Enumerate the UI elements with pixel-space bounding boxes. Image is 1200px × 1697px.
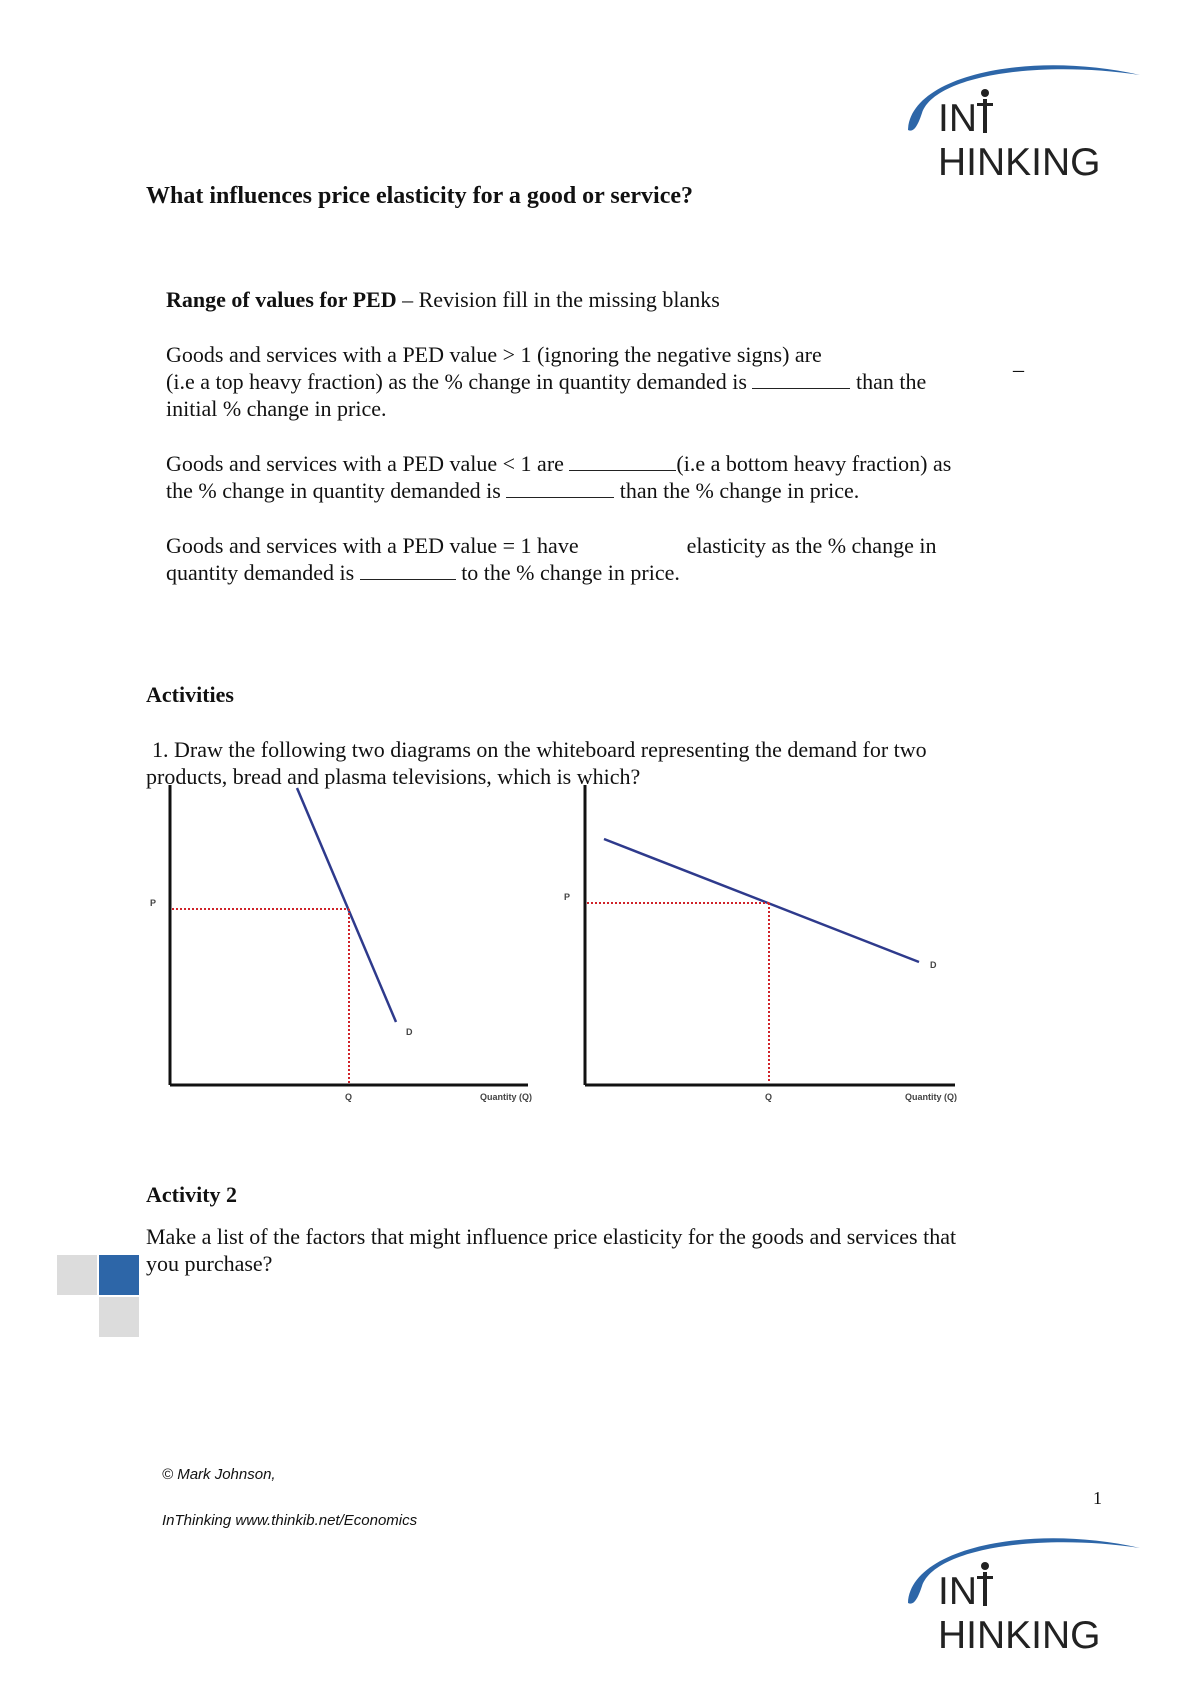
demand-curve [604,839,919,962]
revision-heading [166,286,720,313]
revision-paragraph-2: Goods and services with a PED value < 1 are (i.e a bottom heavy fraction) as the % change in quantity demanded is than the % change in price. [166,451,952,503]
q-label: Q [345,1092,353,1102]
q-label: Q [765,1092,773,1102]
header-logo: IN HINKING [890,55,1140,150]
footer-logo: IN HINKING [890,1528,1140,1623]
footer-copyright: © Mark Johnson, [162,1466,276,1483]
logo-figure-icon [977,95,991,131]
revision-paragraph-1: Goods and services with a PED value > 1 (ignoring the negative signs) are (i.e a top heavy fraction) as the % change in quantity demanded is than the initial % change in price. [166,342,927,421]
demand-curve [297,788,396,1022]
demand-diagram-flat [555,785,975,1105]
activities-heading: Activities [146,682,234,707]
blank-field[interactable] [360,559,456,580]
blank-field[interactable] [752,368,850,389]
x-axis-label: Quantity (Q) [905,1092,957,1102]
p-label: P [150,898,157,908]
page-number: 1 [1093,1488,1102,1508]
x-axis-label: Quantity (Q) [480,1092,532,1102]
revision-paragraph-3: Goods and services with a PED value = 1 have elasticity as the % change in quantity demanded is to the % change in price. [166,533,937,585]
p-label: P [564,892,571,902]
revision-p1-trailing-dash: _ [1013,349,1024,374]
blank-field[interactable] [569,450,676,471]
footer-site: InThinking www.thinkib.net/Economics [162,1512,418,1529]
activity-2-text: Make a list of the factors that might influence price elasticity for the goods and services that you purchase? [146,1224,957,1276]
activity-1-text: 1. Draw the following two diagrams on the whiteboard representing the demand for two products, bread and plasma televisions, which is which? [146,737,927,789]
page-title: What influences price elasticity for a good or service? [146,183,694,209]
activity-2-heading: Activity 2 [146,1182,238,1207]
revision-heading-rest: – Revision fill in the missing blanks [396,287,720,312]
d-label: D [406,1027,413,1037]
demand-diagram-steep [140,785,550,1105]
logo-figure-icon [977,1568,991,1604]
decorative-squares [57,1255,139,1337]
revision-heading-bold: Range of values for PED [166,287,397,312]
blank-field[interactable] [506,477,614,498]
d-label: D [930,960,937,970]
